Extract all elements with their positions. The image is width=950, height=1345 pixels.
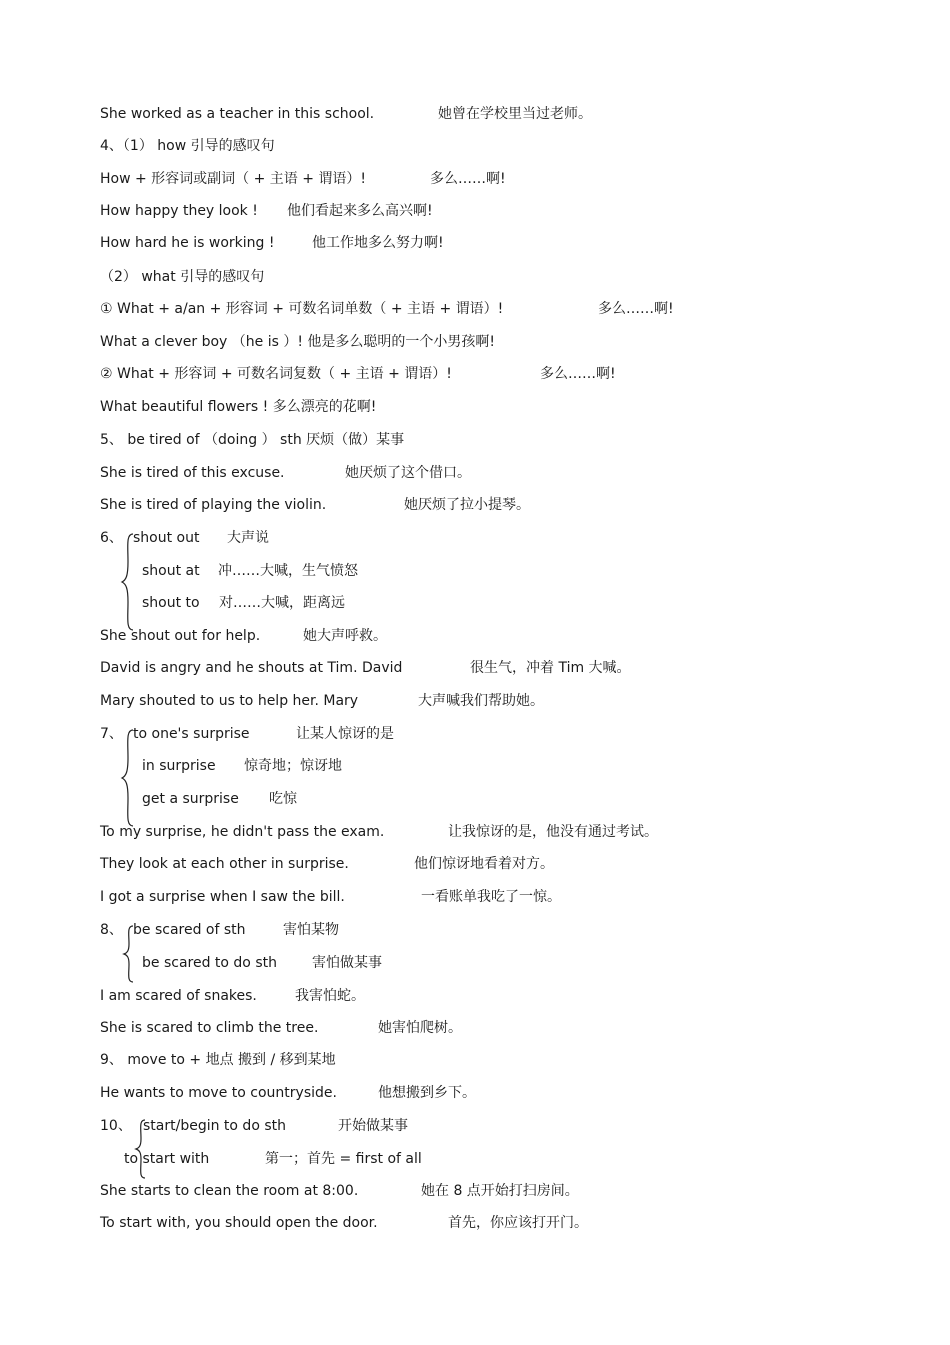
text-line: She shout out for help. <box>100 628 261 644</box>
translation: 开始做某事 <box>338 1118 408 1134</box>
brace-icon <box>120 532 130 632</box>
translation: 第一；首先 = first of all <box>265 1151 422 1167</box>
text-line: How + 形容词或副词（ + 主语 + 谓语）! <box>100 171 367 187</box>
brace-icon <box>122 924 132 984</box>
phrase: shout at <box>142 563 200 579</box>
text-line: To start with, you should open the door. <box>100 1215 378 1231</box>
translation: 很生气，冲着 Tim 大喊。 <box>470 660 631 676</box>
translation: 她害怕爬树。 <box>378 1020 462 1036</box>
translation: 她厌烦了拉小提琴。 <box>404 497 530 513</box>
translation: 对……大喊，距离远 <box>219 595 345 611</box>
text-line: How hard he is working ! <box>100 235 275 251</box>
translation: 她厌烦了这个借口。 <box>345 465 471 481</box>
section-heading: （2） what 引导的感叹句 <box>100 269 265 285</box>
phrase: in surprise <box>142 758 216 774</box>
text-line: She starts to clean the room at 8:00. <box>100 1183 359 1199</box>
phrase: start/begin to do sth <box>143 1118 286 1134</box>
translation: 她大声呼救。 <box>303 628 387 644</box>
phrase: shout out <box>133 530 200 546</box>
text-line: Mary shouted to us to help her. Mary <box>100 693 359 709</box>
text-line: She worked as a teacher in this school. <box>100 106 375 122</box>
phrase: shout to <box>142 595 200 611</box>
translation: 害怕做某事 <box>312 955 382 971</box>
translation: 冲……大喊，生气愤怒 <box>218 563 358 579</box>
phrase: be scared to do sth <box>142 955 277 971</box>
translation: 吃惊 <box>269 791 297 807</box>
text-line: What beautiful flowers ! 多么漂亮的花啊! <box>100 399 377 415</box>
brace-icon <box>120 728 130 828</box>
section-number: 6、 <box>100 530 123 546</box>
translation: 多么……啊! <box>430 171 506 187</box>
translation: 多么……啊! <box>540 366 616 382</box>
translation: 我害怕蛇。 <box>295 988 365 1004</box>
translation: 害怕某物 <box>283 922 339 938</box>
phrase: be scared of sth <box>133 922 246 938</box>
text-line: I am scared of snakes. <box>100 988 257 1004</box>
text-line: David is angry and he shouts at Tim. David <box>100 660 403 676</box>
translation: 他们看起来多么高兴啊! <box>287 203 433 219</box>
phrase: get a surprise <box>142 791 239 807</box>
text-line: ② What + 形容词 + 可数名词复数（ + 主语 + 谓语）! <box>100 366 452 382</box>
translation: 他想搬到乡下。 <box>378 1085 476 1101</box>
section-heading: 9、 move to + 地点 搬到 / 移到某地 <box>100 1052 336 1068</box>
text-line: He wants to move to countryside. <box>100 1085 337 1101</box>
translation: 让我惊讶的是，他没有通过考试。 <box>448 824 658 840</box>
section-heading: 5、 be tired of （doing ） sth 厌烦（做）某事 <box>100 432 405 448</box>
phrase: to one's surprise <box>133 726 250 742</box>
translation: 他们惊讶地看着对方。 <box>414 856 554 872</box>
translation: 大声说 <box>227 530 269 546</box>
translation: 她在 8 点开始打扫房间。 <box>421 1183 579 1199</box>
translation: 一看账单我吃了一惊。 <box>421 889 561 905</box>
section-number: 7、 <box>100 726 123 742</box>
translation: 大声喊我们帮助她。 <box>418 693 544 709</box>
section-number: 10、 <box>100 1118 132 1134</box>
translation: 让某人惊讶的是 <box>296 726 394 742</box>
text-line: She is tired of playing the violin. <box>100 497 327 513</box>
translation: 首先，你应该打开门。 <box>448 1215 588 1231</box>
text-line: ① What + a/an + 形容词 + 可数名词单数（ + 主语 + 谓语）! <box>100 301 504 317</box>
text-line: They look at each other in surprise. <box>100 856 349 872</box>
section-number: 8、 <box>100 922 123 938</box>
text-line: How happy they look ! <box>100 203 258 219</box>
text-line: I got a surprise when I saw the bill. <box>100 889 345 905</box>
text-line: To my surprise, he didn't pass the exam. <box>100 824 385 840</box>
text-line: She is tired of this excuse. <box>100 465 285 481</box>
translation: 她曾在学校里当过老师。 <box>438 106 592 122</box>
translation: 惊奇地；惊讶地 <box>244 758 342 774</box>
section-heading: 4、（1） how 引导的感叹句 <box>100 138 275 154</box>
translation: 他工作地多么努力啊! <box>312 235 444 251</box>
translation: 多么……啊! <box>598 301 674 317</box>
text-line: She is scared to climb the tree. <box>100 1020 319 1036</box>
phrase: to start with <box>124 1151 210 1167</box>
text-line: What a clever boy （he is ）! 他是多么聪明的一个小男孩啊! <box>100 334 496 350</box>
